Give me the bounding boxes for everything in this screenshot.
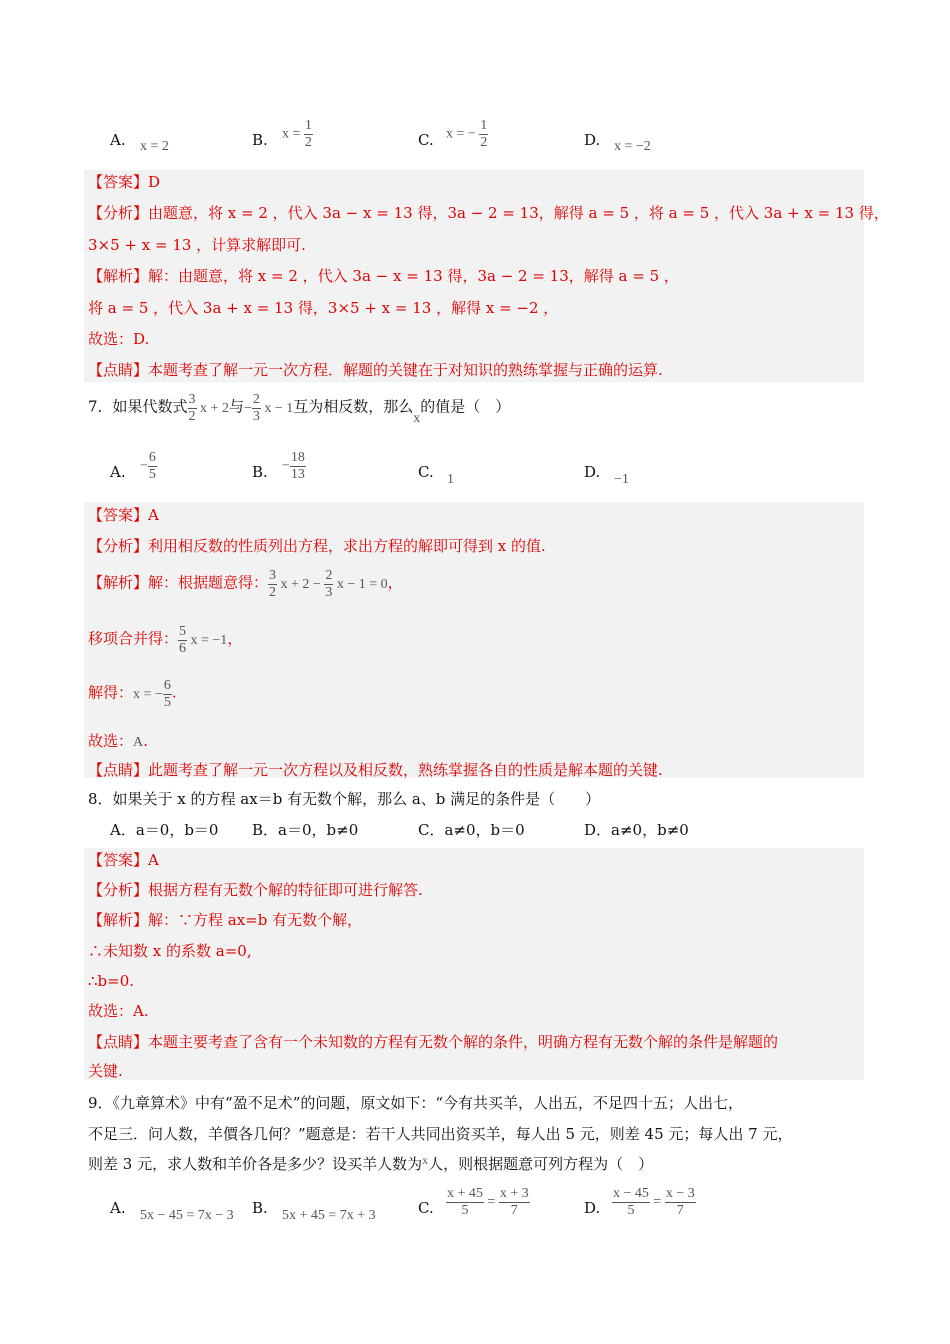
q9-option-b-value: 5x + 45 = 7x + 3 (282, 1208, 376, 1223)
q8-solution-line1: 【解析】解：∵方程 ax=b 有无数个解， (88, 911, 363, 929)
q7-solution-line3: 解得：x = − $\frac{6}{5}$ . (88, 678, 177, 710)
q8-solution-line3: ∴b=0. (88, 972, 135, 990)
q6-solution-line1: 【解析】解：由题意，将 x = 2 ，代入 3a − x = 13 得，3a − 2 = 13，解得 a = 5 ， (88, 267, 679, 285)
q6-answer: 【答案】D (88, 173, 161, 191)
q9-option-a-value: 5x − 45 = 7x − 3 (140, 1208, 234, 1223)
q8-answer: 【答案】A (88, 851, 159, 869)
q7-stem: 7．如果代数式 $\frac{3}{2}$ x + 2与− $\frac{2}{3}$ x − 1互为相反数，那么x的值是（ ） (88, 392, 511, 426)
q7-option-b-value: − $\frac{18}{13}$ (282, 450, 305, 482)
q8-comment-line2: 关键. (88, 1062, 123, 1080)
q6-option-c-label: C. (418, 131, 434, 149)
q7-solution-line1: 【解析】解：根据题意得： $\frac{3}{2}$ x + 2 − $\frac{2}{3}$ x − 1 = 0， (88, 568, 403, 600)
q9-stem-line2: 不足三．问人数，羊價各几何？”题意是：若干人共同出资买羊，每人出 5 元，则差 45 元；每人出 7 元， (88, 1125, 793, 1143)
q8-option-b: B．a＝0，b≠0 (252, 821, 359, 839)
q8-stem: 8．如果关于 x 的方程 ax＝b 有无数个解，那么 a、b 满足的条件是（ ） (88, 790, 601, 808)
q8-option-a: A．a＝0，b＝0 (110, 821, 219, 839)
q6-option-b-value: x = $\frac{1}{2}$ (282, 118, 312, 150)
q8-option-d: D．a≠0，b≠0 (584, 821, 689, 839)
q7-solution-line4: 故选：A. (88, 732, 148, 750)
q8-analysis: 【分析】根据方程有无数个解的特征即可进行解答. (88, 881, 423, 899)
q9-option-d-label: D. (584, 1199, 601, 1217)
q6-analysis-line1: 【分析】由题意，将 x = 2 ，代入 3a − x = 13 得，3a − 2 = 13，解得 a = 5 ，将 a = 5 ，代入 3a + x = 13 得， (88, 204, 889, 222)
q7-analysis: 【分析】利用相反数的性质列出方程，求出方程的解即可得到 x 的值. (88, 537, 546, 555)
q7-option-a-value: − $\frac{6}{5}$ (140, 450, 156, 482)
q7-solution-line2: 移项合并得： $\frac{5}{6}$ x = −1， (88, 624, 243, 656)
q6-option-d-value: x = −2 (614, 139, 651, 154)
q8-solution-line2: ∴未知数 x 的系数 a=0, (88, 942, 252, 960)
q6-option-a-label: A. (110, 131, 126, 149)
q7-option-d-label: D. (584, 463, 601, 481)
q6-option-b-label: B. (252, 131, 268, 149)
q8-comment-line1: 【点睛】本题主要考查了含有一个未知数的方程有无数个解的条件，明确方程有无数个解的条件是解题的 (88, 1033, 779, 1051)
q6-option-a-value: x = 2 (140, 139, 169, 154)
q6-solution-line2: 将 a = 5 ，代入 3a + x = 13 得，3×5 + x = 13 ，解得 x = −2 ， (88, 299, 559, 317)
q7-option-b-label: B. (252, 463, 268, 481)
q9-option-b-label: B. (252, 1199, 268, 1217)
q8-solution-line4: 故选：A. (88, 1002, 149, 1020)
q7-option-a-label: A. (110, 463, 126, 481)
q7-option-d-value: −1 (614, 472, 629, 487)
q9-stem-line3: 则差 3 元，求人数和羊价各是多少？设买羊人数为$^x$人，则根据题意可列方程为（ ） (88, 1153, 654, 1173)
q7-comment: 【点睛】此题考查了解一元一次方程以及相反数，熟练掌握各自的性质是解本题的关键. (88, 761, 663, 779)
q6-option-c-value: x = − $\frac{1}{2}$ (446, 118, 488, 150)
q8-option-c: C．a≠0，b＝0 (418, 821, 525, 839)
q6-solution-line3: 故选：D. (88, 330, 150, 348)
q6-option-d-label: D. (584, 131, 601, 149)
q7-option-c-label: C. (418, 463, 434, 481)
q9-option-c-label: C. (418, 1199, 434, 1217)
q7-answer: 【答案】A (88, 506, 159, 524)
q6-analysis-line2: 3×5 + x = 13 ，计算求解即可. (88, 236, 306, 254)
q7-option-c-value: 1 (447, 472, 454, 487)
q9-option-d-value: $\frac{x - 45}{5}$ = $\frac{x - 3}{7}$ (613, 1186, 695, 1218)
q9-stem-line1: 9．《九章算术》中有“盈不足术”的问题，原文如下：“今有共买羊，人出五，不足四十五；人出七， (88, 1094, 744, 1112)
q6-comment: 【点睛】本题考查了解一元一次方程．解题的关键在于对知识的熟练掌握与正确的运算. (88, 361, 663, 379)
q9-option-c-value: $\frac{x + 45}{5}$ = $\frac{x + 3}{7}$ (447, 1186, 529, 1218)
q9-option-a-label: A. (110, 1199, 126, 1217)
